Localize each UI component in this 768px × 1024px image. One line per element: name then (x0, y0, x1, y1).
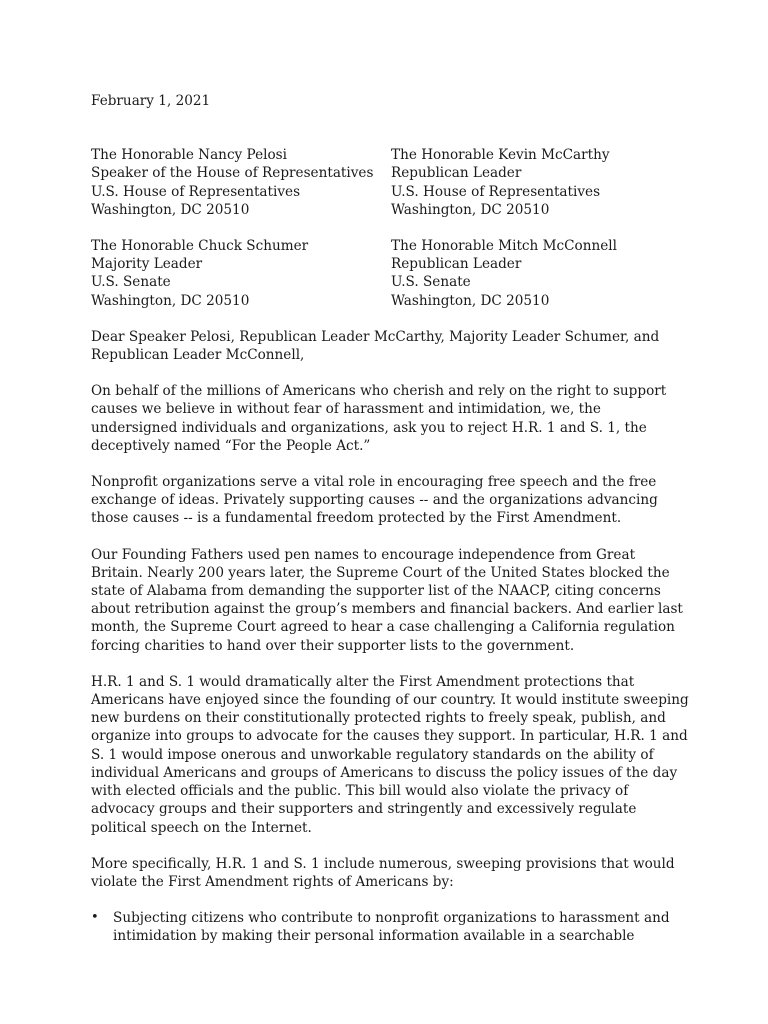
body-paragraph: Nonprofit organizations serve a vital role in encouraging free speech and the free exchange of ideas. Privately supporting causes -- and the organizations advancing those causes -- is a fundamental freedom protected by the First Amendment. (91, 474, 658, 527)
addressee-org: U.S. Senate (391, 274, 471, 291)
body-paragraph: Our Founding Fathers used pen names to encourage independence from Great Britain. Nearly 200 years later, the Supreme Court of the United States blocked the state of Alabama from demanding the supporter list of the NAACP, citing concerns about retribution against the group’s members and financial backers. And earlier last month, the Supreme Court agreed to hear a case challenging a California regulation forcing charities to hand over their supporter lists to the government. (91, 546, 683, 654)
addressee-row (91, 146, 691, 219)
body-paragraph: More specifically, H.R. 1 and S. 1 include numerous, sweeping provisions that would violate the First Amendment rights of Americans by: (91, 855, 675, 890)
addressee-city: Washington, DC 20510 (91, 292, 250, 309)
letter-page (91, 92, 691, 946)
addressee-city: Washington, DC 20510 (91, 201, 250, 218)
addressee-city: Washington, DC 20510 (391, 201, 550, 218)
addressee-block (391, 237, 691, 310)
addressee-block (391, 146, 691, 219)
addressee-org: U.S. House of Representatives (91, 183, 301, 200)
addressee-title: Republican Leader (391, 165, 522, 182)
addressee-org: U.S. Senate (91, 274, 171, 291)
addressee-name: The Honorable Mitch McConnell (391, 238, 617, 255)
addressee-row (91, 237, 691, 310)
addressee-name: The Honorable Kevin McCarthy (391, 147, 610, 164)
addressee-title: Majority Leader (91, 256, 203, 273)
body-paragraph: On behalf of the millions of Americans who cherish and rely on the right to support causes we believe in without fear of harassment and intimidation, we, the undersigned individuals and organizations, ask you to reject H.R. 1 and S. 1, the deceptively named “For the People Act.” (91, 383, 667, 454)
list-item (91, 909, 691, 945)
provisions-list (91, 909, 691, 945)
addressee-block (91, 237, 391, 310)
addressee-name: The Honorable Chuck Schumer (91, 238, 309, 255)
body-paragraph: H.R. 1 and S. 1 would dramatically alter the First Amendment protections that Americans have enjoyed since the founding of our country. It would institute sweeping new burdens on their constitutionally protected rights to freely speak, publish, and organize into groups to advocate for the causes they support. In particular, H.R. 1 and S. 1 would impose onerous and unworkable regulatory standards on the ability of individual Americans and groups of Americans to discuss the policy issues of the day with elected officials and the public. This bill would also violate the privacy of advocacy groups and their supporters and stringently and excessively regulate political speech on the Internet. (91, 673, 689, 836)
addressee-title: Republican Leader (391, 256, 522, 273)
addressee-title: Speaker of the House of Representatives (91, 165, 374, 182)
addressee-org: U.S. House of Representatives (391, 183, 601, 200)
addressee-name: The Honorable Nancy Pelosi (91, 147, 287, 164)
addressee-block (91, 146, 391, 219)
bullet-icon: • (91, 910, 99, 926)
salutation: Dear Speaker Pelosi, Republican Leader McCarthy, Majority Leader Schumer, and Republican Leader McConnell, (91, 328, 660, 364)
addressee-city: Washington, DC 20510 (391, 292, 550, 309)
letter-date: February 1, 2021 (91, 93, 211, 109)
list-item-text: Subjecting citizens who contribute to nonprofit organizations to harassment and intimidation by making their personal information available in a searchable (113, 910, 670, 945)
